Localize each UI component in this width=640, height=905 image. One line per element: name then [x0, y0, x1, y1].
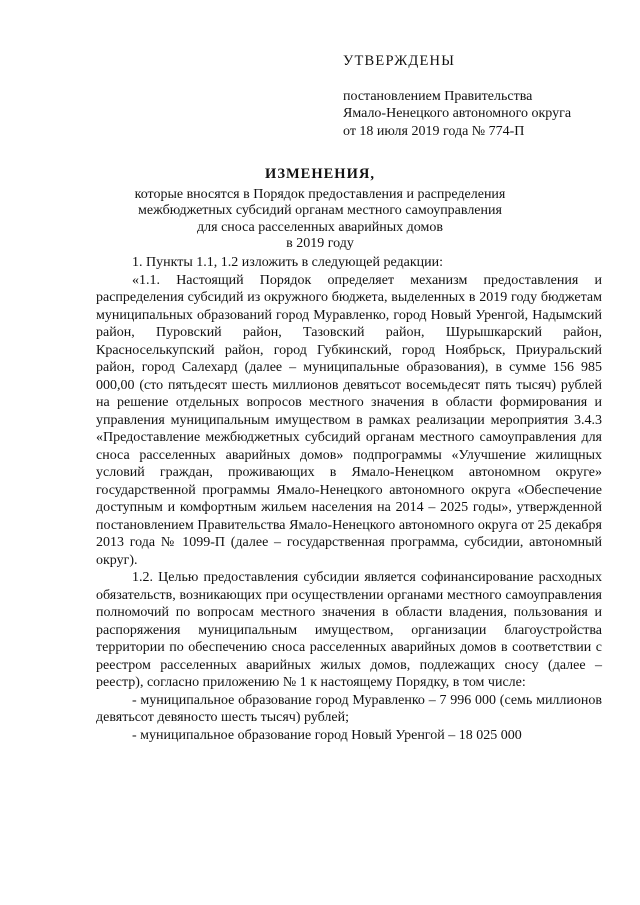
- document-subtitle-line: в 2019 году: [286, 236, 354, 251]
- body-paragraph-1-1: «1.1. Настоящий Порядок определяет механизм предоставления и распределения субсидий из окружного бюджета, выделенных в 2019 году бюджетам муниципальных образований город Муравленко, город Новый Уренгой, Надымский район, Пуровский район, Тазовский район, Шурышкарский район, Красноселькупский район, город Губкинский, город Ноябрьск, Приуральский район, город Салехард (далее – муниципальные образования), в сумме 156 985 000,00 (сто пятьдесят шесть миллионов девятьсот восемьдесят пять тысяч) рублей на решение отдельных вопросов местного значения в области формирования и управления муниципальным имуществом в рамках реализации мероприятия 3.4.3 «Предоставление межбюджетных субсидий органам местного самоуправления для сноса расселенных аварийных домов» подпрограммы «Улучшение жилищных условий граждан, проживающих в Ямало-Ненецком автономном округе» государственной программы Ямало-Ненецкого автономного округа «Обеспечение доступным и комфортным жильем населения на 2014 – 2025 годы», утвержденной постановлением Правительства Ямало-Ненецкого автономного округа от 25 декабря 2013 года № 1099-П (далее – государственная программа, субсидии, автономный округ).: [96, 272, 602, 568]
- document-subtitle-line: которые вносятся в Порядок предоставления и распределения: [134, 186, 506, 202]
- body-paragraph-item-1: 1. Пункты 1.1, 1.2 изложить в следующей редакции:: [132, 255, 444, 270]
- document-title-block: [0, 166, 640, 253]
- approval-heading: УТВЕРЖДЕНЫ: [343, 53, 456, 69]
- approval-line: постановлением Правительства: [343, 88, 533, 104]
- body-list-item-muravlenko: - муниципальное образование город Муравленко – 7 996 000 (семь миллионов девятьсот девяносто шесть тысяч) рублей;: [96, 692, 602, 725]
- document-subtitle-line: межбюджетных субсидий органам местного самоуправления: [138, 203, 502, 218]
- document-subtitle-line: для сноса расселенных аварийных домов: [197, 219, 443, 235]
- body-list-item-novy-urengoy: - муниципальное образование город Новый Уренгой – 18 025 000: [132, 727, 522, 743]
- document-body: [96, 254, 602, 744]
- approval-stamp: [343, 53, 603, 140]
- document-title: ИЗМЕНЕНИЯ,: [265, 166, 375, 182]
- body-paragraph-1-2: 1.2. Целью предоставления субсидии является софинансирование расходных обязательств, возникающих при осуществлении органами местного самоуправления полномочий по вопросам местного значения в области владения, пользования и распоряжения муниципальным имуществом, организации благоустройства территории по обеспечению сноса расселенных аварийных домов в соответствии с реестром расселенных аварийных жилых домов, подлежащих сносу (далее – реестр), согласно приложению № 1 к настоящему Порядку, в том числе:: [96, 570, 602, 690]
- approval-line: от 18 июля 2019 года № 774-П: [343, 123, 525, 139]
- approval-line: Ямало-Ненецкого автономного округа: [343, 106, 572, 121]
